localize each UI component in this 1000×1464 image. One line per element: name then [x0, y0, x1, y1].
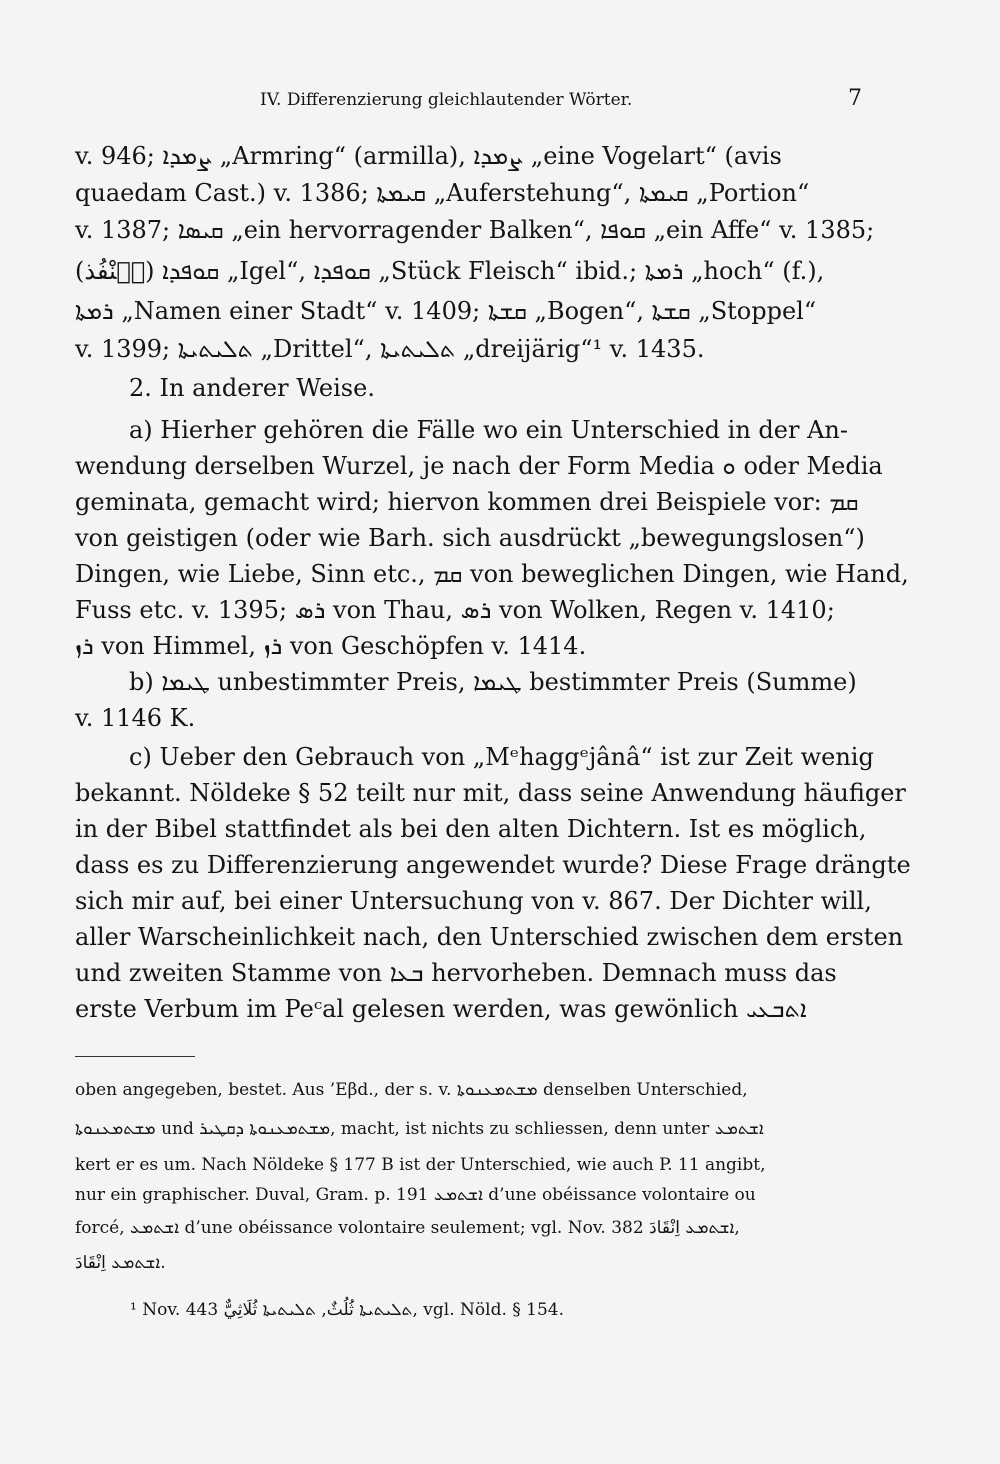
page-number: 7: [848, 86, 862, 111]
page-header: [75, 86, 862, 111]
section-heading: 2. In anderer Weise.: [129, 374, 375, 402]
body-line: erste Verbum im Peᶜal gelesen werden, was gewönlich ܐܬܒܥܝ: [75, 995, 807, 1023]
body-line: c) Ueber den Gebrauch von „Mᵉhaggᵉjânâ“ ist zur Zeit wenig: [129, 743, 874, 771]
body-line: dass es zu Differenzierung angewendet wurde? Diese Frage drängte: [75, 851, 911, 879]
footnote-line: ܡܫܬܡܥܢܘܬܐ und ܡܫܬܡܥܢܘܬܐ ܕܩܛܝܪ, macht, ist nichts zu schliessen, denn unter ܐܫܬܡܥ: [75, 1119, 764, 1139]
body-line: v. 946; ܨܡܕܐ „Armring“ (armilla), ܨܡܕܐ „eine Vogelart“ (avis: [75, 142, 782, 170]
body-line: v. 1399; ܬܠܝܬܝܬܐ „Drittel“, ܬܠܝܬܝܬܐ „dreijärig“¹ v. 1435.: [75, 335, 705, 363]
body-line: sich mir auf, bei einer Untersuchung von v. 867. Der Dichter will,: [75, 887, 872, 915]
body-line: in der Bibel stattfindet als bei den alten Dichtern. Ist es möglich,: [75, 815, 867, 843]
body-line: b) ܛܝܡܐ unbestimmter Preis, ܛܝܡܐ bestimmter Preis (Summe): [129, 668, 857, 696]
body-line: v. 1146 K.: [75, 704, 196, 732]
footnote-line: kert er es um. Nach Nöldeke § 177 B ist der Unterschied, wie auch P. 11 angibt,: [75, 1155, 766, 1175]
body-line: ܪܡܬܐ „Namen einer Stadt“ v. 1409; ܩܫܬܐ „Bogen“, ܩܫܬܐ „Stoppel“: [75, 297, 817, 325]
body-line: a) Hierher gehören die Fälle wo ein Unterschied in der An-: [129, 416, 848, 444]
body-line: und zweiten Stamme von ܒܥܐ hervorheben. Demnach muss das: [75, 959, 837, 987]
body-line: ܪܙ von Himmel, ܪܙ von Geschöpfen v. 1414.: [75, 632, 587, 660]
footnote-line: forcé, ܐܫܬܡܥ d’une obéissance volontaire seulement; vgl. Nov. 382 ܐܫܬܡܥ اِنْقَادَ,: [75, 1218, 740, 1238]
body-line: quaedam Cast.) v. 1386; ܩܝܡܬܐ „Auferstehung“, ܩܝܡܬܐ „Portion“: [75, 179, 810, 207]
footnote-line: ܐܫܬܡܥ اِنْقَادَ.: [75, 1253, 166, 1273]
footnote-line: oben angegeben, bestet. Aus ’Eβd., der s. v. ܡܫܬܡܥܢܘܬܐ denselben Unterschied,: [75, 1080, 748, 1100]
body-line: geminata, gemacht wird; hiervon kommen drei Beispiele vor: ܩܡ: [75, 488, 859, 516]
body-line: von geistigen (oder wie Barh. sich ausdrückt „bewegungslosen“): [75, 524, 865, 552]
body-line: Dingen, wie Liebe, Sinn etc., ܩܡ von beweglichen Dingen, wie Hand,: [75, 560, 909, 588]
body-line: aller Warscheinlichkeit nach, den Unterschied zwischen dem ersten: [75, 923, 904, 951]
body-line: v. 1387; ܩܝܣܐ „ein hervorragender Balken“, ܩܘܦܐ „ein Affe“ v. 1385;: [75, 216, 875, 244]
footnote-1: ¹ Nov. 443 ܬܠܝܬܝܬܐ ثُلُثٌ, ܬܠܝܬܝܬܐ ثُلَاثِيٌّ, vgl. Nöld. § 154.: [130, 1300, 565, 1320]
running-head: IV. Differenzierung gleichlautender Wörter.: [260, 90, 633, 110]
footnote-rule: [75, 1056, 195, 1057]
body-line: wendung derselben Wurzel, je nach der Form Media ܘ oder Media: [75, 452, 883, 480]
footnote-line: nur ein graphischer. Duval, Gram. p. 191 ܐܫܬܡܥ d’une obéissance volontaire ou: [75, 1185, 756, 1205]
body-line: Fuss etc. v. 1395; ܪܣ von Thau, ܪܣ von Wolken, Regen v. 1410;: [75, 596, 835, 624]
body-line: ܩܘܦܕܐ (ܩُنْفُذ) „Igel“, ܩܘܦܕܐ „Stück Fleisch“ ibid.; ܪܡܬܐ „hoch“ (f.),: [75, 257, 825, 285]
body-line: bekannt. Nöldeke § 52 teilt nur mit, dass seine Anwendung häufiger: [75, 779, 906, 807]
